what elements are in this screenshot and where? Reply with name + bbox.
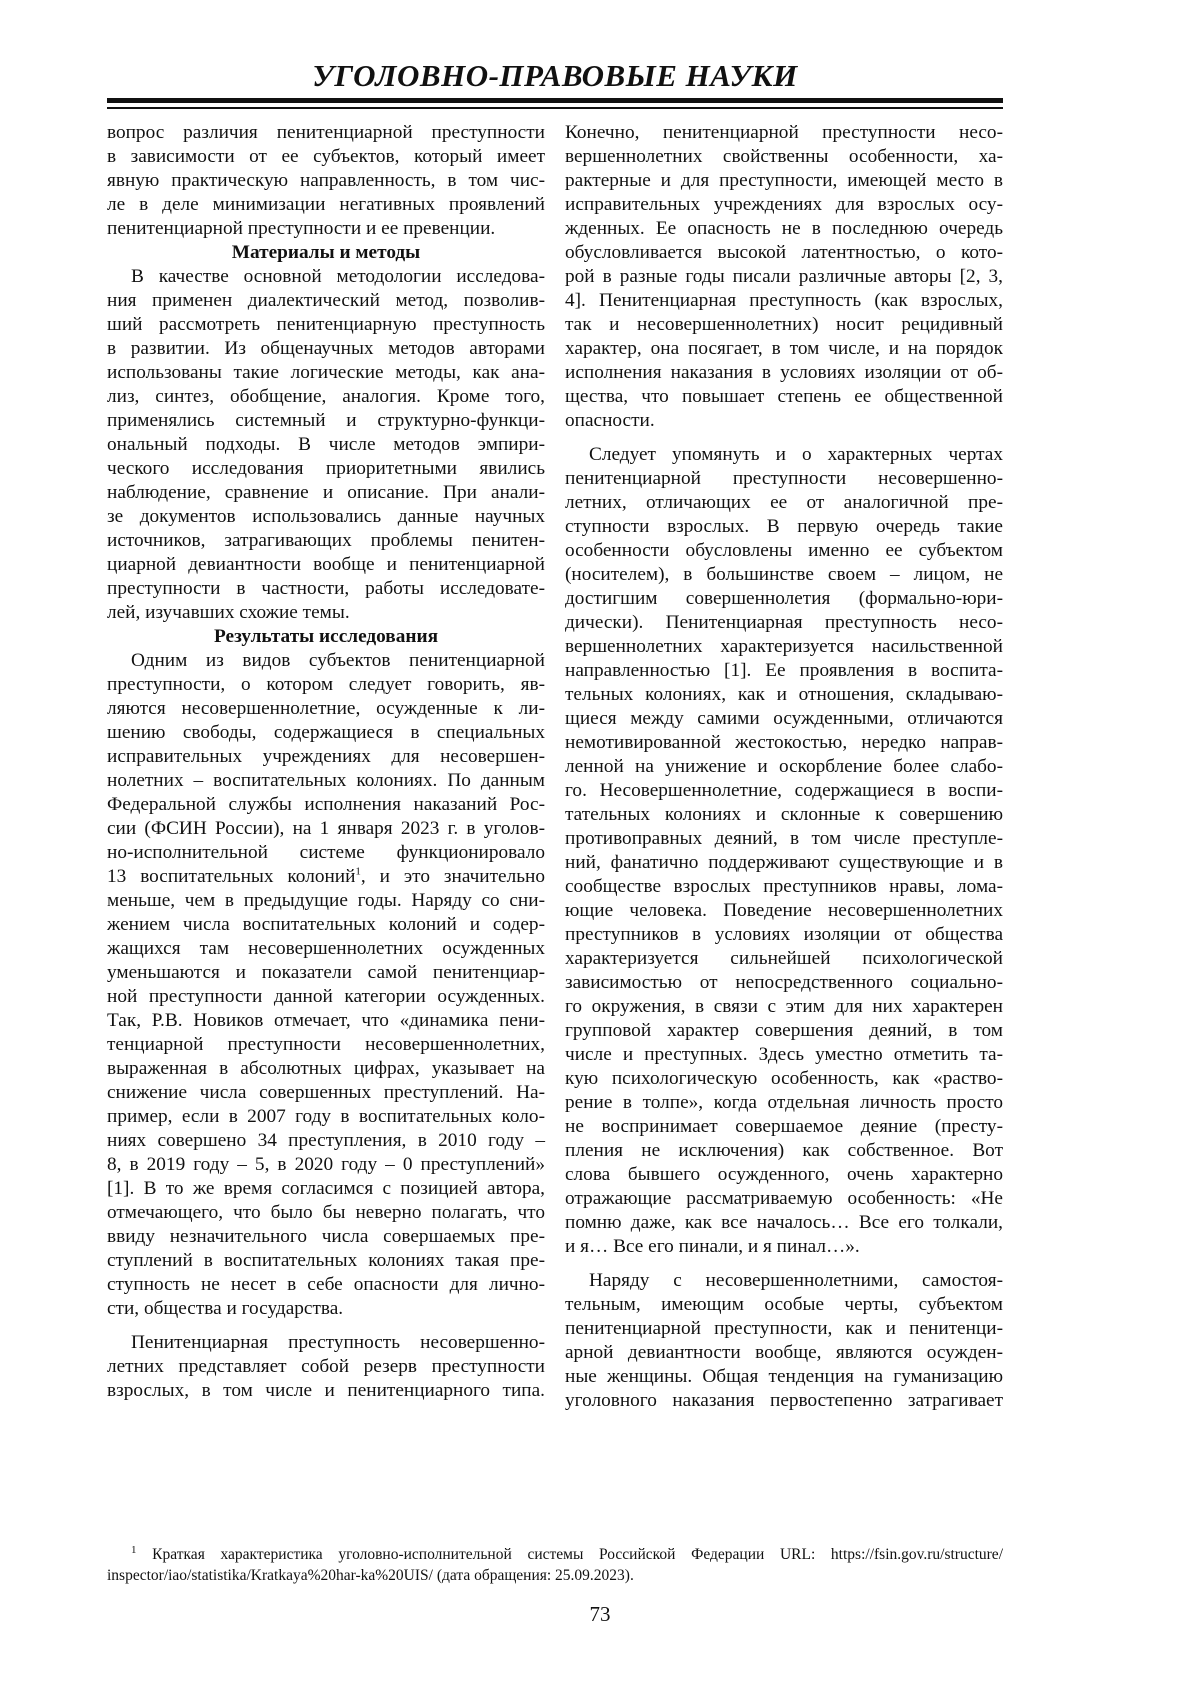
text-line: [1]. В то же время согласимся с позицией автора, <box>107 1177 545 1201</box>
text-line: снижение числа совершенных преступлений. На- <box>107 1081 545 1105</box>
section-heading: Материалы и методы <box>107 241 545 265</box>
text-line: летних, отличающих ее от аналогичной пре- <box>565 491 1003 515</box>
header-rule-thick <box>107 98 1003 103</box>
text-line: ший рассмотреть пенитенциарную преступность <box>107 313 545 337</box>
text-line: но-исполнительной системе функционировало <box>107 841 545 865</box>
paragraph <box>107 265 545 625</box>
text-line: в развитии. Из общенаучных методов авторами <box>107 337 545 361</box>
footnote <box>107 1544 1003 1586</box>
header-rule-thin <box>107 107 1003 109</box>
text-line: вершеннолетних свойственны особенности, ха- <box>565 145 1003 169</box>
text-line: сти, общества и государства. <box>107 1297 545 1321</box>
text-line: летних представляет собой резерв преступности <box>107 1355 545 1379</box>
paragraph <box>107 121 545 241</box>
text-line: ные женщины. Общая тенденция на гуманизацию <box>565 1365 1003 1389</box>
footnote-line-2: inspector/iao/statistika/Kratkaya%20har-ka%20UIS/ (дата обращения: 25.09.2023). <box>107 1565 1003 1586</box>
text-line: исправительных учреждениях для взрослых осу- <box>565 193 1003 217</box>
text-line: пления не исключения) как собственное. Вот <box>565 1139 1003 1163</box>
paragraph <box>565 1269 1003 1413</box>
text-line: тенциарной преступности несовершеннолетних, <box>107 1033 545 1057</box>
text-line: 13 воспитательных колоний1, и это значительно <box>107 865 545 889</box>
text-line: Наряду с несовершеннолетними, самостоя- <box>565 1269 1003 1293</box>
text-line: шению свободы, содержащиеся в специальных <box>107 721 545 745</box>
text-line: взрослых, в том числе и пенитенциарного типа. <box>107 1379 545 1403</box>
text-line: исправительных учреждениях для несовершен- <box>107 745 545 769</box>
text-line: опасности. <box>565 409 1003 433</box>
text-line: ния применен диалектический метод, позволив- <box>107 289 545 313</box>
text-line: тательных колониях и склонные к совершению <box>565 803 1003 827</box>
text-line: жением числа воспитательных колоний и содер- <box>107 913 545 937</box>
text-line: преступности в частности, работы исследовате- <box>107 577 545 601</box>
text-line: уменьшаются и показатели самой пенитенциар- <box>107 961 545 985</box>
text-line: жденных. Ее опасность не в последнюю очередь <box>565 217 1003 241</box>
text-line: ний, фанатично поддерживают существующие и в <box>565 851 1003 875</box>
text-line: отмечающего, что было бы неверно полагать, что <box>107 1201 545 1225</box>
text-line: немотивированной жестокостью, нередко направ- <box>565 731 1003 755</box>
text-line: меньше, чем в предыдущие годы. Наряду со сни- <box>107 889 545 913</box>
text-line: противоправных деяний, в том числе преступле- <box>565 827 1003 851</box>
text-line: ступлений в воспитательных колониях такая пре- <box>107 1249 545 1273</box>
text-line: особенности обусловлены именно ее субъектом <box>565 539 1003 563</box>
text-line: не воспринимает совершаемое деяние (престу- <box>565 1115 1003 1139</box>
text-line: уголовного наказания первостепенно затрагивает <box>565 1389 1003 1413</box>
text-line: циарной девиантности вообще и пенитенциарной <box>107 553 545 577</box>
text-line: рение в толпе», когда отдельная личность просто <box>565 1091 1003 1115</box>
text-line: Конечно, пенитенциарной преступности несо- <box>565 121 1003 145</box>
paragraph <box>107 649 545 1321</box>
text-line: вопрос различия пенитенциарной преступности <box>107 121 545 145</box>
text-line: Одним из видов субъектов пенитенциарной <box>107 649 545 673</box>
text-line: рактерные и для преступности, имеющей место в <box>565 169 1003 193</box>
text-line: Федеральной службы исполнения наказаний Рос- <box>107 793 545 817</box>
text-line: применялись системный и структурно-функци- <box>107 409 545 433</box>
text-line: ступности взрослых. В первую очередь такие <box>565 515 1003 539</box>
text-line: так и несовершеннолетних) носит рецидивный <box>565 313 1003 337</box>
text-line: пенитенциарной преступности, как и пенитенци- <box>565 1317 1003 1341</box>
text-line: пенитенциарной преступности и ее превенции. <box>107 217 545 241</box>
text-line: ленной на унижение и оскорбление более слабо- <box>565 755 1003 779</box>
text-line: и я… Все его пинали, и я пинал…». <box>565 1235 1003 1259</box>
left-column <box>107 121 545 1403</box>
text-line: лей, изучавших схожие темы. <box>107 601 545 625</box>
paragraph <box>107 1331 545 1403</box>
text-line: арной девиантности вообще, являются осужден- <box>565 1341 1003 1365</box>
text-line: достигшим совершеннолетия (формально-юри- <box>565 587 1003 611</box>
text-line: нолетних – воспитательных колониях. По данным <box>107 769 545 793</box>
text-line: преступников в условиях изоляции от общества <box>565 923 1003 947</box>
text-line: го. Несовершеннолетние, содержащиеся в воспи- <box>565 779 1003 803</box>
text-line: щества, что повышает степень ее общественной <box>565 385 1003 409</box>
text-line: групповой характер совершения деяний, в том <box>565 1019 1003 1043</box>
paragraph <box>565 121 1003 433</box>
text-line: ле в деле минимизации негативных проявлений <box>107 193 545 217</box>
footnote-ref: 1 <box>355 866 361 878</box>
text-line: наблюдение, сравнение и описание. При анали- <box>107 481 545 505</box>
text-line: ляются несовершеннолетние, осужденные к ли- <box>107 697 545 721</box>
text-line: зе документов использовались данные научных <box>107 505 545 529</box>
section-header: УГОЛОВНО-ПРАВОВЫЕ НАУКИ <box>107 58 1003 94</box>
text-line: исполнения наказания в условиях изоляции от об- <box>565 361 1003 385</box>
text-line: 4]. Пенитенциарная преступность (как взрослых, <box>565 289 1003 313</box>
text-line: рой в разные годы писали различные авторы [2, 3, <box>565 265 1003 289</box>
text-line: сии (ФСИН России), на 1 января 2023 г. в уголов- <box>107 817 545 841</box>
text-line: дически). Пенитенциарная преступность несо- <box>565 611 1003 635</box>
text-line: обусловливается высокой латентностью, о кото- <box>565 241 1003 265</box>
text-line: (носителем), в большинстве своем – лицом, не <box>565 563 1003 587</box>
text-line: тельным, имеющим особые черты, субъектом <box>565 1293 1003 1317</box>
right-column <box>565 121 1003 1413</box>
text-line: вершеннолетних характеризуется насильственной <box>565 635 1003 659</box>
text-line: тельных колониях, как и отношения, складываю- <box>565 683 1003 707</box>
text-line: в зависимости от ее субъектов, который имеет <box>107 145 545 169</box>
text-line: сообществе взрослых преступников нравы, лома- <box>565 875 1003 899</box>
text-line: источников, затрагивающих проблемы пенитен- <box>107 529 545 553</box>
text-line: использованы такие логические методы, как ана- <box>107 361 545 385</box>
text-line: помню даже, как все началось… Все его толкали, <box>565 1211 1003 1235</box>
footnote-marker: 1 <box>131 1544 137 1556</box>
text-line: явную практическую направленность, в том чис- <box>107 169 545 193</box>
text-line: Пенитенциарная преступность несовершенно- <box>107 1331 545 1355</box>
footnote-line-1: Краткая характеристика уголовно-исполнительной системы Российской Федерации URL: https://fsin.gov.ru/structure/ <box>152 1546 1003 1563</box>
page-number: 73 <box>0 1602 1200 1627</box>
text-line: жащихся там несовершеннолетних осужденных <box>107 937 545 961</box>
text-line: Так, Р.В. Новиков отмечает, что «динамика пени- <box>107 1009 545 1033</box>
text-line: ной преступности данной категории осужденных. <box>107 985 545 1009</box>
text-line: числе и преступных. Здесь уместно отметить та- <box>565 1043 1003 1067</box>
text-line: характер, она посягает, в том числе, и на порядок <box>565 337 1003 361</box>
text-line: 8, в 2019 году – 5, в 2020 году – 0 преступлений» <box>107 1153 545 1177</box>
section-heading: Результаты исследования <box>107 625 545 649</box>
text-line: Следует упомянуть и о характерных чертах <box>565 443 1003 467</box>
text-line: отражающие рассматриваемую особенность: «Не <box>565 1187 1003 1211</box>
text-line: В качестве основной методологии исследова- <box>107 265 545 289</box>
text-line: характеризуется сильнейшей психологической <box>565 947 1003 971</box>
text-line: зависимостью от непосредственного социально- <box>565 971 1003 995</box>
paragraph <box>565 443 1003 1259</box>
text-line: направленностью [1]. Ее проявления в воспита- <box>565 659 1003 683</box>
text-line: щиеся между самими осужденными, отличаются <box>565 707 1003 731</box>
text-line: пенитенциарной преступности несовершенно- <box>565 467 1003 491</box>
text-line: ниях совершено 34 преступления, в 2010 году – <box>107 1129 545 1153</box>
text-line: ческого исследования приоритетными явились <box>107 457 545 481</box>
text-line: ональный подходы. В числе методов эмпири- <box>107 433 545 457</box>
text-line: кую психологическую особенность, как «раство- <box>565 1067 1003 1091</box>
text-line: ступность не несет в себе опасности для лично- <box>107 1273 545 1297</box>
text-line: ющие человека. Поведение несовершеннолетних <box>565 899 1003 923</box>
text-line: ввиду незначительного числа совершаемых пре- <box>107 1225 545 1249</box>
text-line: выраженная в абсолютных цифрах, указывает на <box>107 1057 545 1081</box>
text-line: слова бывшего осужденного, очень характерно <box>565 1163 1003 1187</box>
text-line: преступности, о котором следует говорить, яв- <box>107 673 545 697</box>
text-line: пример, если в 2007 году в воспитательных коло- <box>107 1105 545 1129</box>
text-line: го окружения, в связи с этим для них характерен <box>565 995 1003 1019</box>
text-line: лиз, синтез, обобщение, аналогия. Кроме того, <box>107 385 545 409</box>
